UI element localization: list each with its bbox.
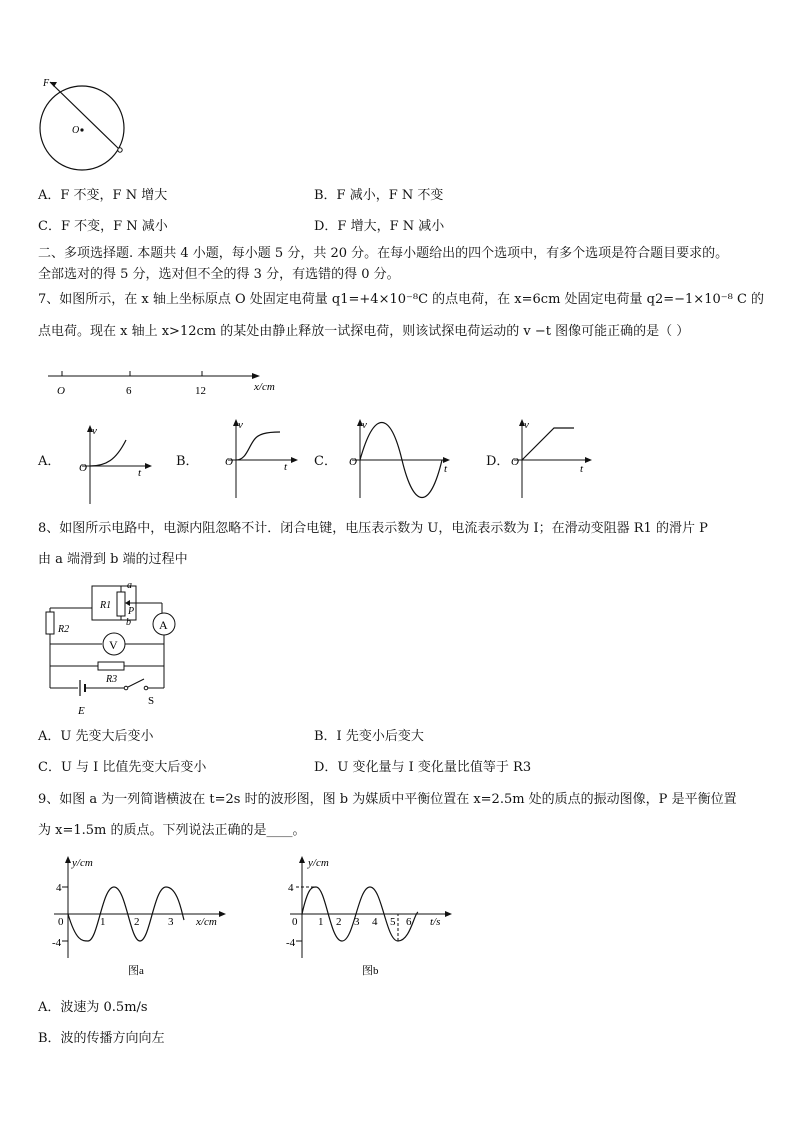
q9-option-a[interactable]: A．波速为 0.5m/s	[38, 1000, 148, 1015]
ring	[118, 148, 122, 152]
q8-circuit	[40, 580, 190, 720]
svg-text:O: O	[225, 456, 233, 468]
axis-6: 6	[126, 385, 132, 397]
svg-text:0: 0	[58, 916, 64, 928]
svg-text:t: t	[580, 463, 584, 475]
svg-text:1: 1	[318, 916, 324, 928]
center-dot	[80, 128, 83, 131]
force-arrowhead	[50, 82, 57, 87]
axis-arrow	[252, 373, 260, 379]
q7-graph-d	[508, 418, 598, 502]
q7-option-a[interactable]: A．	[38, 454, 61, 469]
q9-figure-b	[284, 854, 484, 978]
q9-figure-a	[44, 854, 244, 978]
q8-option-c[interactable]: C．U 与 I 比值先变大后变小	[38, 760, 207, 775]
svg-text:v: v	[92, 425, 97, 437]
q7-graph-a	[76, 424, 156, 508]
svg-text:1: 1	[100, 916, 106, 928]
circle	[40, 86, 124, 170]
q7-line1: 7、如图所示，在 x 轴上坐标原点 O 处固定电荷量 q1=+4×10⁻⁸C 的点电荷，在 x=6cm 处固定电荷量 q2=−1×10⁻⁸ C 的	[38, 292, 765, 307]
svg-text:0: 0	[292, 916, 298, 928]
svg-text:图a: 图a	[128, 965, 144, 977]
svg-text:b: b	[126, 617, 131, 628]
q9-option-b[interactable]: B．波的传播方向向左	[38, 1031, 165, 1046]
axis-unit: x/cm	[254, 381, 275, 393]
f-label: F	[43, 78, 50, 89]
curve	[522, 428, 574, 460]
svg-text:V: V	[109, 638, 118, 652]
svg-text:R2: R2	[58, 624, 70, 635]
svg-text:y/cm: y/cm	[72, 857, 93, 869]
svg-text:a: a	[127, 580, 132, 591]
q8-option-b[interactable]: B．I 先变小后变大	[314, 729, 424, 744]
q6-circle-figure	[30, 76, 140, 176]
q8-line1: 8、如图所示电路中，电源内阻忽略不计．闭合电键，电压表示数为 U，电流表示数为 I；在滑动变阻器 R1 的滑片 P	[38, 521, 708, 536]
r3-resistor	[98, 662, 124, 670]
q9-line2: 为 x=1.5m 的质点。下列说法正确的是____。	[38, 823, 306, 838]
svg-text:A: A	[159, 618, 168, 632]
curve	[236, 432, 280, 460]
svg-text:v: v	[524, 419, 529, 431]
svg-text:y/cm: y/cm	[308, 857, 329, 869]
svg-text:4: 4	[288, 882, 294, 894]
q8-option-a[interactable]: A．U 先变大后变小	[38, 729, 154, 744]
svg-text:2: 2	[134, 916, 140, 928]
svg-text:v: v	[362, 419, 367, 431]
q7-axis-figure	[44, 368, 284, 398]
svg-text:t: t	[444, 463, 448, 475]
o-label: O	[72, 125, 80, 136]
q6-option-a[interactable]: A．F 不变，F N 增大	[38, 188, 168, 203]
r2-resistor	[46, 612, 54, 634]
q7-graph-c	[346, 418, 456, 502]
r1-resistor	[117, 592, 125, 616]
svg-text:t: t	[138, 467, 142, 479]
rope-line	[50, 82, 120, 150]
q7-option-b[interactable]: B．	[176, 454, 199, 469]
switch	[128, 679, 144, 687]
svg-text:4: 4	[56, 882, 62, 894]
svg-text:O: O	[511, 456, 519, 468]
axis-o: O	[57, 385, 65, 397]
axis-12: 12	[195, 385, 206, 397]
svg-text:E: E	[78, 705, 85, 717]
q7-option-c[interactable]: C．	[314, 454, 337, 469]
svg-text:图b: 图b	[362, 965, 379, 977]
q7-graph-b	[222, 418, 302, 502]
svg-text:t/s: t/s	[430, 916, 441, 928]
q6-option-b[interactable]: B．F 减小，F N 不变	[314, 188, 444, 203]
svg-text:5: 5	[390, 916, 396, 928]
svg-text:2: 2	[336, 916, 342, 928]
svg-text:t: t	[284, 461, 288, 473]
svg-text:-4: -4	[52, 937, 62, 949]
q7-line2: 点电荷。现在 x 轴上 x>12cm 的某处由静止释放一试探电荷，则该试探电荷运动的 v −t 图像可能正确的是（ ）	[38, 324, 690, 339]
svg-text:S: S	[148, 695, 155, 707]
svg-text:R3: R3	[106, 674, 118, 685]
curve	[90, 440, 126, 466]
q7-option-d[interactable]: D．	[486, 454, 510, 469]
svg-text:x/cm: x/cm	[196, 916, 217, 928]
svg-text:6: 6	[406, 916, 412, 928]
q6-option-c[interactable]: C．F 不变，F N 减小	[38, 219, 168, 234]
section2-line2: 全部选对的得 5 分，选对但不全的得 3 分，有选错的得 0 分。	[38, 267, 400, 282]
svg-text:O: O	[349, 456, 357, 468]
svg-text:3: 3	[354, 916, 360, 928]
svg-text:-4: -4	[286, 937, 296, 949]
q8-option-d[interactable]: D．U 变化量与 I 变化量比值等于 R3	[314, 760, 532, 775]
svg-text:4: 4	[372, 916, 378, 928]
svg-text:R1: R1	[100, 600, 112, 611]
q8-line2: 由 a 端滑到 b 端的过程中	[38, 552, 188, 567]
svg-text:P: P	[128, 606, 135, 617]
q6-option-d[interactable]: D．F 增大，F N 减小	[314, 219, 445, 234]
svg-text:O: O	[79, 462, 87, 474]
svg-text:v: v	[238, 419, 243, 431]
section2-line1: 二、多项选择题. 本题共 4 小题，每小题 5 分，共 20 分。在每小题给出的四个选项中，有多个选项是符合题目要求的。	[38, 246, 729, 261]
svg-text:3: 3	[168, 916, 174, 928]
q9-line1: 9、如图 a 为一列简谐横波在 t=2s 时的波形图，图 b 为媒质中平衡位置在 x=2.5m 处的质点的振动图像，P 是平衡位置	[38, 792, 737, 807]
